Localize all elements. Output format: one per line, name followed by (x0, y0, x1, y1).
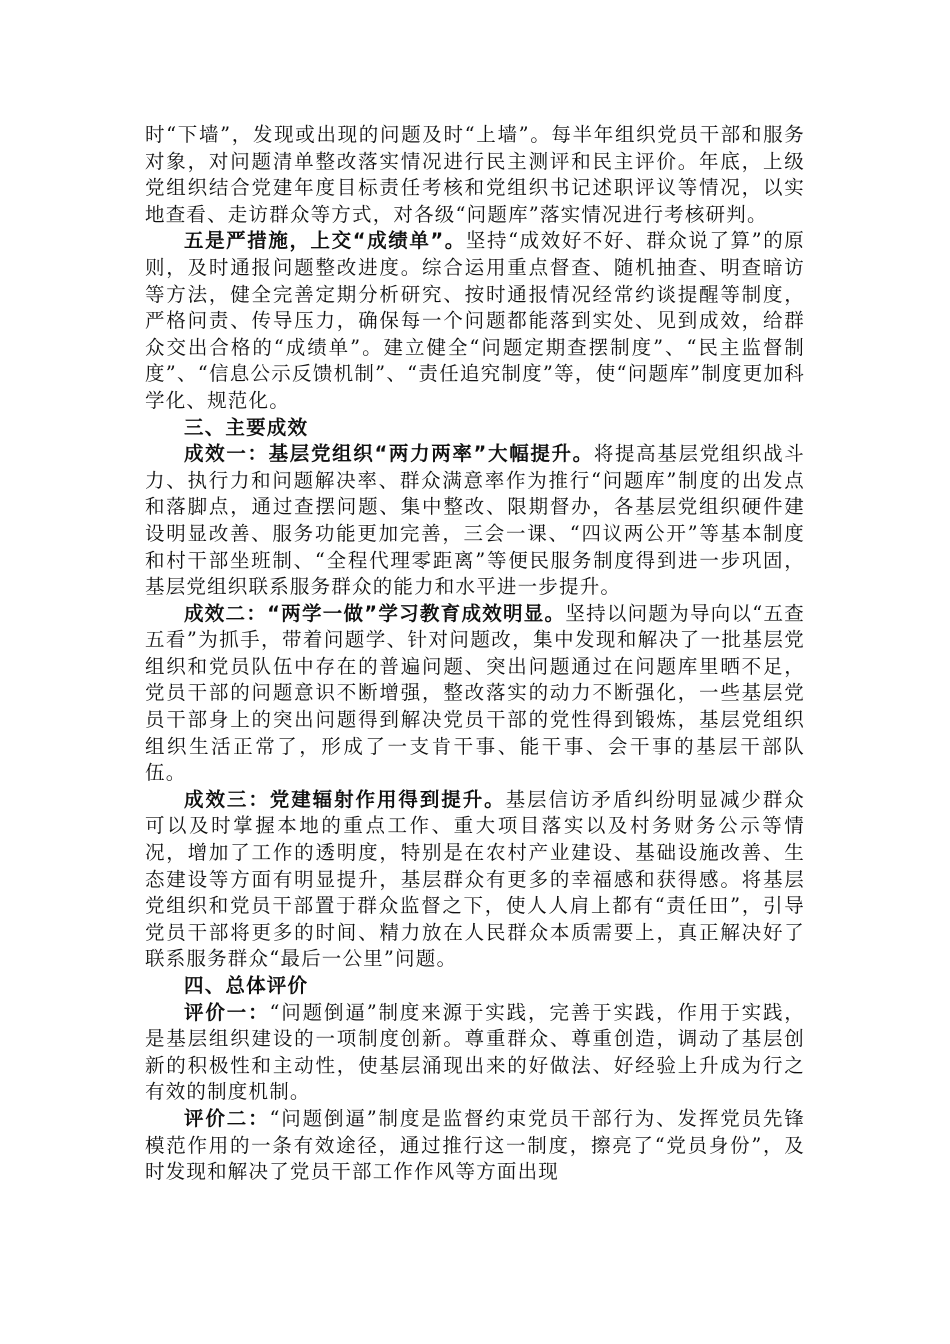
paragraph-lead: 成效三：党建辐射作用得到提升。 (184, 787, 506, 811)
paragraph-lead: 成效一：基层党组织“两力两率”大幅提升。 (184, 442, 594, 466)
section-heading-results: 三、主要成效 (184, 415, 309, 439)
paragraph-lead: 五是严措施，上交“成绩单”。 (184, 229, 466, 253)
paragraph-result-one (145, 441, 805, 601)
document-body (145, 122, 805, 1186)
paragraph-evaluation-two (145, 1106, 805, 1186)
paragraph-result-three (145, 787, 805, 973)
paragraph-lead: 评价二： (184, 1106, 270, 1130)
section-heading-evaluation: 四、总体评价 (184, 974, 309, 997)
paragraph-measure-five (145, 228, 805, 414)
paragraph-evaluation-one (145, 1000, 805, 1106)
paragraph-text: 坚持以问题为导向以“五查五看”为抓手，带着问题学、针对问题改，集中发现和解决了一批基层党组织和党员队伍中存在的普遍问题、突出问题通过在问题库里晒不足，党员干部的问题意识不断增强，整改落实的动力不断强化，一些基层党员干部身上的突出问题得到解决党员干部的党性得到锻炼，基层党组织组织生活正常了，形成了一支肯干事、能干事、会干事的基层干部队伍。 (145, 601, 805, 785)
paragraph-continuation (145, 122, 805, 228)
paragraph-text: 基层信访矛盾纠纷明显减少群众可以及时掌握本地的重点工作、重大项目落实以及村务财务公示等情况，增加了工作的透明度，特别是在农村产业建设、基础设施改善、生态建设等方面有明显提升，基层群众有更多的幸福感和获得感。将基层党组织和党员干部置于群众监督之下，使人人肩上都有“责任田”，引导党员干部将更多的时间、精力放在人民群众本质需要上，真正解决好了联系服务群众“最后一公里”问题。 (145, 787, 805, 971)
paragraph-text: “问题倒逼”制度来源于实践，完善于实践，作用于实践，是基层组织建设的一项制度创新。尊重群众、尊重创造，调动了基层创新的积极性和主动性，使基层涌现出来的好做法、好经验上升成为行之有效的制度机制。 (145, 1000, 805, 1104)
paragraph-text: 将提高基层党组织战斗力、执行力和问题解决率、群众满意率作为推行“问题库”制度的出发点和落脚点，通过查摆问题、集中整改、限期督办，各基层党组织硬件建设明显改善、服务功能更加完善，三会一课、“四议两公开”等基本制度和村干部坐班制、“全程代理零距离”等便民服务制度得到进一步巩固，基层党组织联系服务群众的能力和水平进一步提升。 (145, 442, 805, 599)
paragraph-result-two (145, 601, 805, 787)
paragraph-text: 坚持“成效好不好、群众说了算”的原则，及时通报问题整改进度。综合运用重点督查、随机抽查、明查暗访等方法，健全完善定期分析研究、按时通报情况经常约谈提醒等制度，严格问责、传导压力，确保每一个问题都能落到实处、见到成效，给群众交出合格的“成绩单”。建立健全“问题定期查摆制度”、“民主监督制度”、“信息公示反馈机制”、“责任追究制度”等，使“问题库”制度更加科学化、规范化。 (145, 229, 805, 412)
paragraph-text: 时“下墙”，发现或出现的问题及时“上墙”。每半年组织党员干部和服务对象，对问题清单整改落实情况进行民主测评和民主评价。年底，上级党组织结合党建年度目标责任考核和党组织书记述职评议等情况，以实地查看、走访群众等方式，对各级“问题库”落实情况进行考核研判。 (145, 123, 805, 226)
paragraph-lead: 评价一： (184, 1000, 270, 1024)
paragraph-text: “问题倒逼”制度是监督约束党员干部行为、发挥党员先锋模范作用的一条有效途径，通过推行这一制度，擦亮了“党员身份”，及时发现和解决了党员干部工作作风等方面出现 (145, 1106, 805, 1184)
paragraph-lead: 成效二：“两学一做”学习教育成效明显。 (184, 601, 566, 625)
